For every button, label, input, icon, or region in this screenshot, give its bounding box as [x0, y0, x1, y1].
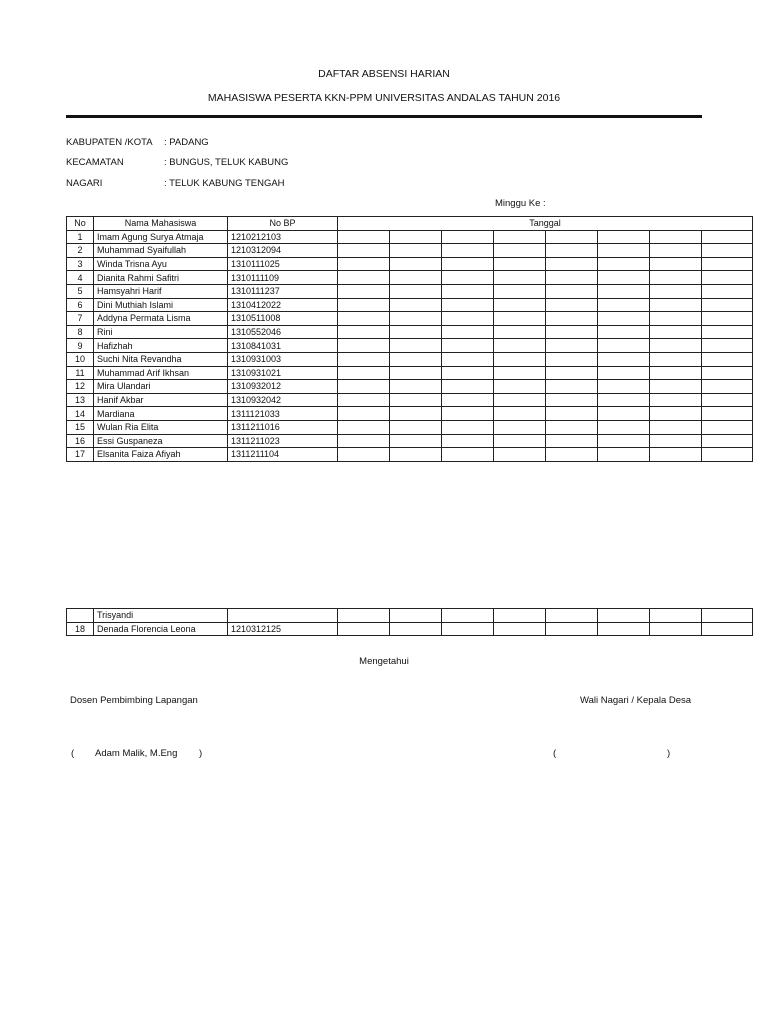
attendance-cell — [338, 312, 390, 326]
row-no: 6 — [67, 298, 94, 312]
attendance-cell — [598, 298, 650, 312]
attendance-cell — [390, 434, 442, 448]
attendance-cell — [650, 230, 702, 244]
attendance-cell — [702, 325, 753, 339]
attendance-cell — [598, 407, 650, 421]
header-nama: Nama Mahasiswa — [94, 217, 228, 231]
row-no: 14 — [67, 407, 94, 421]
attendance-cell — [546, 407, 598, 421]
row-nama: Hafizhah — [94, 339, 228, 353]
dosen-close-paren: ) — [199, 748, 203, 759]
attendance-cell — [338, 393, 390, 407]
row-bp: 1310932012 — [228, 380, 338, 394]
attendance-cell — [546, 448, 598, 462]
attendance-cell — [338, 380, 390, 394]
attendance-table — [66, 216, 753, 462]
attendance-cell — [702, 407, 753, 421]
info-label: KECAMATAN — [66, 157, 124, 168]
attendance-cell — [494, 380, 546, 394]
attendance-cell — [702, 380, 753, 394]
table-row — [67, 244, 753, 258]
row-no: 12 — [67, 380, 94, 394]
row-bp: 1310511008 — [228, 312, 338, 326]
attendance-cell — [650, 609, 702, 623]
attendance-cell — [494, 352, 546, 366]
attendance-cell — [442, 339, 494, 353]
table-row — [67, 298, 753, 312]
row-nama: Mardiana — [94, 407, 228, 421]
attendance-cell — [650, 244, 702, 258]
attendance-cell — [546, 244, 598, 258]
row-nama: Trisyandi — [94, 609, 228, 623]
row-no: 3 — [67, 257, 94, 271]
attendance-cell — [702, 352, 753, 366]
attendance-cell — [390, 298, 442, 312]
attendance-cell — [442, 298, 494, 312]
attendance-cell — [598, 257, 650, 271]
attendance-cell — [442, 230, 494, 244]
attendance-cell — [598, 622, 650, 636]
attendance-cell — [598, 271, 650, 285]
attendance-cell — [702, 448, 753, 462]
attendance-cell — [494, 325, 546, 339]
attendance-cell — [338, 434, 390, 448]
attendance-cell — [546, 257, 598, 271]
attendance-cell — [650, 366, 702, 380]
attendance-cell — [390, 407, 442, 421]
attendance-cell — [442, 434, 494, 448]
row-bp: 1210312094 — [228, 244, 338, 258]
table-row — [67, 312, 753, 326]
attendance-cell — [494, 366, 546, 380]
attendance-cell — [650, 407, 702, 421]
attendance-cell — [650, 448, 702, 462]
attendance-cell — [338, 622, 390, 636]
attendance-cell — [650, 622, 702, 636]
attendance-cell — [494, 312, 546, 326]
attendance-cell — [390, 312, 442, 326]
wali-label: Wali Nagari / Kepala Desa — [580, 695, 692, 706]
row-bp: 1310552046 — [228, 325, 338, 339]
row-no: 11 — [67, 366, 94, 380]
attendance-cell — [598, 434, 650, 448]
attendance-cell — [598, 609, 650, 623]
row-nama: Essi Guspaneza — [94, 434, 228, 448]
attendance-cell — [598, 244, 650, 258]
attendance-cell — [702, 312, 753, 326]
row-nama: Winda Trisna Ayu — [94, 257, 228, 271]
attendance-cell — [650, 312, 702, 326]
attendance-cell — [494, 609, 546, 623]
wali-open-paren: ( — [553, 748, 557, 759]
attendance-cell — [598, 393, 650, 407]
attendance-cell — [442, 257, 494, 271]
row-no: 7 — [67, 312, 94, 326]
row-bp: 1311121033 — [228, 407, 338, 421]
attendance-cell — [650, 393, 702, 407]
wali-close-paren: ) — [667, 748, 671, 759]
row-nama: Rini — [94, 325, 228, 339]
mengetahui-label: Mengetahui — [359, 656, 409, 667]
attendance-cell — [338, 420, 390, 434]
row-nama: Hanif Akbar — [94, 393, 228, 407]
attendance-cell — [546, 339, 598, 353]
attendance-cell — [494, 298, 546, 312]
table-row — [67, 339, 753, 353]
attendance-cell — [338, 609, 390, 623]
attendance-cell — [598, 366, 650, 380]
attendance-cell — [598, 312, 650, 326]
row-bp: 1311211023 — [228, 434, 338, 448]
table-row — [67, 434, 753, 448]
table-row — [67, 284, 753, 298]
row-bp: 1310932042 — [228, 393, 338, 407]
table-row — [67, 325, 753, 339]
attendance-cell — [390, 393, 442, 407]
info-label: KABUPATEN /KOTA — [66, 137, 153, 148]
attendance-cell — [390, 352, 442, 366]
attendance-cell — [442, 448, 494, 462]
table-row — [67, 448, 753, 462]
attendance-cell — [546, 366, 598, 380]
attendance-cell — [338, 448, 390, 462]
attendance-cell — [650, 352, 702, 366]
attendance-cell — [494, 434, 546, 448]
attendance-cell — [338, 366, 390, 380]
table-row — [67, 420, 753, 434]
info-nagari — [66, 178, 285, 189]
attendance-cell — [390, 366, 442, 380]
attendance-cell — [494, 271, 546, 285]
info-kecamatan — [66, 157, 288, 168]
attendance-cell — [338, 244, 390, 258]
dosen-open-paren: ( — [71, 748, 75, 759]
attendance-cell — [650, 434, 702, 448]
row-nama: Dianita Rahmi Safitri — [94, 271, 228, 285]
attendance-cell — [702, 366, 753, 380]
row-nama: Wulan Ria Elita — [94, 420, 228, 434]
attendance-cell — [702, 271, 753, 285]
attendance-cell — [702, 609, 753, 623]
header-no: No — [67, 217, 94, 231]
attendance-cell — [390, 325, 442, 339]
attendance-cell — [442, 284, 494, 298]
row-no: 10 — [67, 352, 94, 366]
header-bp: No BP — [228, 217, 338, 231]
row-bp: 1210312125 — [228, 622, 338, 636]
table-row — [67, 622, 753, 636]
attendance-cell — [494, 244, 546, 258]
info-kabupaten — [66, 137, 209, 148]
row-bp: 1310841031 — [228, 339, 338, 353]
attendance-cell — [442, 407, 494, 421]
table-header-row — [67, 217, 753, 231]
attendance-cell — [650, 380, 702, 394]
table-row — [67, 407, 753, 421]
attendance-cell — [442, 312, 494, 326]
attendance-cell — [494, 339, 546, 353]
info-value: : PADANG — [164, 137, 209, 148]
attendance-cell — [702, 257, 753, 271]
row-bp: 1310931021 — [228, 366, 338, 380]
row-bp: 1311211016 — [228, 420, 338, 434]
dosen-name: Adam Malik, M.Eng — [95, 748, 178, 759]
row-no: 8 — [67, 325, 94, 339]
attendance-cell — [390, 257, 442, 271]
attendance-cell — [702, 622, 753, 636]
attendance-cell — [546, 434, 598, 448]
attendance-cell — [650, 271, 702, 285]
table-row — [67, 366, 753, 380]
table-row — [67, 380, 753, 394]
attendance-cell — [442, 420, 494, 434]
attendance-cell — [546, 312, 598, 326]
attendance-cell — [702, 393, 753, 407]
table-row — [67, 609, 753, 623]
attendance-cell — [338, 257, 390, 271]
attendance-cell — [702, 244, 753, 258]
attendance-cell — [338, 407, 390, 421]
attendance-cell — [442, 325, 494, 339]
attendance-cell — [390, 230, 442, 244]
attendance-cell — [598, 448, 650, 462]
attendance-cell — [546, 622, 598, 636]
attendance-cell — [442, 393, 494, 407]
attendance-cell — [442, 352, 494, 366]
attendance-cell — [494, 622, 546, 636]
row-no: 5 — [67, 284, 94, 298]
row-nama: Denada Florencia Leona — [94, 622, 228, 636]
attendance-cell — [598, 339, 650, 353]
attendance-cell — [702, 284, 753, 298]
attendance-cell — [494, 420, 546, 434]
attendance-cell — [390, 271, 442, 285]
row-bp: 1310931003 — [228, 352, 338, 366]
attendance-cell — [702, 298, 753, 312]
attendance-cell — [338, 271, 390, 285]
attendance-cell — [546, 325, 598, 339]
row-bp: 1310412022 — [228, 298, 338, 312]
attendance-cell — [442, 622, 494, 636]
attendance-cell — [546, 352, 598, 366]
row-nama: Hamsyahri Harif — [94, 284, 228, 298]
attendance-cell — [442, 380, 494, 394]
attendance-cell — [598, 420, 650, 434]
row-nama: Elsanita Faiza Afiyah — [94, 448, 228, 462]
table-row — [67, 393, 753, 407]
row-nama: Mira Ulandari — [94, 380, 228, 394]
attendance-cell — [702, 339, 753, 353]
attendance-cell — [390, 284, 442, 298]
row-no: 13 — [67, 393, 94, 407]
info-label: NAGARI — [66, 178, 103, 189]
attendance-cell — [650, 339, 702, 353]
attendance-cell — [390, 339, 442, 353]
row-no: 15 — [67, 420, 94, 434]
attendance-cell — [598, 380, 650, 394]
row-bp — [228, 609, 338, 623]
attendance-cell — [390, 244, 442, 258]
attendance-cell — [702, 420, 753, 434]
attendance-cell — [598, 284, 650, 298]
attendance-cell — [442, 244, 494, 258]
attendance-cell — [390, 448, 442, 462]
header-divider — [66, 115, 702, 118]
row-bp: 1310111025 — [228, 257, 338, 271]
attendance-cell — [546, 393, 598, 407]
row-no: 18 — [67, 622, 94, 636]
attendance-cell — [598, 325, 650, 339]
attendance-cell — [338, 352, 390, 366]
attendance-cell — [338, 298, 390, 312]
attendance-table-continued — [66, 608, 753, 636]
header-tanggal: Tanggal — [338, 217, 753, 231]
row-bp: 1310111109 — [228, 271, 338, 285]
attendance-cell — [494, 407, 546, 421]
attendance-cell — [390, 420, 442, 434]
attendance-cell — [598, 230, 650, 244]
row-nama: Imam Agung Surya Atmaja — [94, 230, 228, 244]
attendance-cell — [338, 325, 390, 339]
info-value: : BUNGUS, TELUK KABUNG — [164, 157, 289, 168]
attendance-cell — [650, 284, 702, 298]
row-nama: Suchi Nita Revandha — [94, 352, 228, 366]
attendance-cell — [546, 298, 598, 312]
attendance-cell — [546, 284, 598, 298]
attendance-cell — [546, 271, 598, 285]
table-row — [67, 352, 753, 366]
row-bp: 1311211104 — [228, 448, 338, 462]
attendance-cell — [650, 325, 702, 339]
row-nama: Muhammad Arif Ikhsan — [94, 366, 228, 380]
attendance-cell — [390, 622, 442, 636]
attendance-cell — [442, 366, 494, 380]
table-row — [67, 230, 753, 244]
attendance-cell — [442, 271, 494, 285]
row-no: 9 — [67, 339, 94, 353]
attendance-cell — [702, 434, 753, 448]
row-bp: 1310111237 — [228, 284, 338, 298]
attendance-cell — [494, 393, 546, 407]
table-row — [67, 271, 753, 285]
attendance-cell — [650, 298, 702, 312]
info-value: : TELUK KABUNG TENGAH — [164, 178, 285, 189]
attendance-cell — [338, 339, 390, 353]
row-no: 4 — [67, 271, 94, 285]
document-title: DAFTAR ABSENSI HARIAN — [318, 68, 450, 80]
dosen-label: Dosen Pembimbing Lapangan — [70, 695, 198, 706]
attendance-cell — [546, 230, 598, 244]
row-nama: Addyna Permata Lisma — [94, 312, 228, 326]
attendance-cell — [442, 609, 494, 623]
attendance-cell — [650, 420, 702, 434]
minggu-ke-label: Minggu Ke : — [495, 198, 546, 209]
attendance-cell — [494, 230, 546, 244]
attendance-cell — [546, 609, 598, 623]
row-nama: Muhammad Syaifullah — [94, 244, 228, 258]
row-bp: 1210212103 — [228, 230, 338, 244]
attendance-cell — [390, 609, 442, 623]
table-row — [67, 257, 753, 271]
attendance-cell — [390, 380, 442, 394]
row-no: 17 — [67, 448, 94, 462]
attendance-cell — [702, 230, 753, 244]
attendance-cell — [338, 230, 390, 244]
document-subtitle: MAHASISWA PESERTA KKN-PPM UNIVERSITAS ANDALAS TAHUN 2016 — [207, 92, 561, 104]
row-no: 1 — [67, 230, 94, 244]
attendance-cell — [650, 257, 702, 271]
row-no: 2 — [67, 244, 94, 258]
attendance-cell — [598, 352, 650, 366]
row-no: 16 — [67, 434, 94, 448]
attendance-cell — [494, 257, 546, 271]
attendance-cell — [338, 284, 390, 298]
attendance-cell — [494, 448, 546, 462]
row-no — [67, 609, 94, 623]
attendance-cell — [546, 380, 598, 394]
attendance-cell — [494, 284, 546, 298]
attendance-cell — [546, 420, 598, 434]
row-nama: Dini Muthiah Islami — [94, 298, 228, 312]
